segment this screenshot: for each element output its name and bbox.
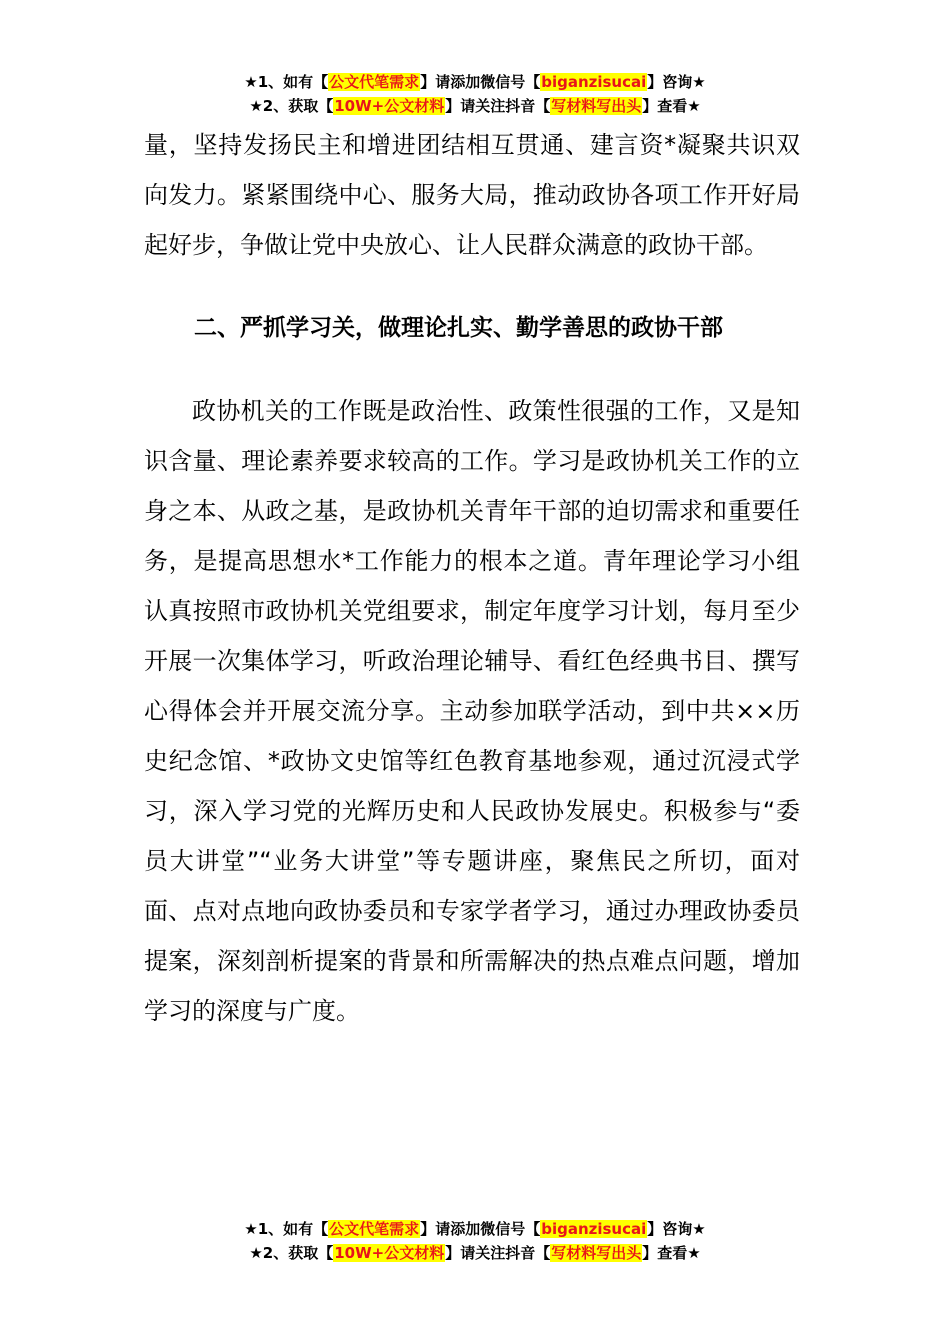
- promo-text: 】请添加微信号【: [420, 1220, 541, 1238]
- promo-highlight-wechat-id: biganzisucai: [541, 1220, 647, 1238]
- promo-text: 】请关注抖音【: [445, 97, 551, 115]
- paragraph: 政协机关的工作既是政治性、政策性很强的工作，又是知识含量、理论素养要求较高的工作。学习是政协机关工作的立身之本、从政之基，是政协机关青年干部的迫切需求和重要任务，是提高思想水*工作能力的根本之道。青年理论学习小组认真按照市政协机关党组要求，制定年度学习计划，每月至少开展一次集体学习，听政治理论辅导、看红色经典书目、撰写心得体会并开展交流分享。主动参加联学活动，到中共××历史纪念馆、*政协文史馆等红色教育基地参观，通过沉浸式学习，深入学习党的光辉历史和人民政协发展史。积极参与“委员大讲堂”“业务大讲堂”等专题讲座，聚焦民之所切，面对面、点对点地向政协委员和专家学者学习，通过办理政协委员提案，深刻剖析提案的背景和所需解决的热点难点问题，增加学习的深度与广度。: [144, 397, 800, 1025]
- promo-text: 】咨询★: [647, 1220, 706, 1238]
- promo-text: 】咨询★: [647, 73, 706, 91]
- promo-highlight: 10W+公文材料: [334, 97, 445, 115]
- promo-line-2: [0, 94, 950, 118]
- header-promo-banner: [0, 70, 950, 118]
- promo-highlight: 公文代笔需求: [329, 73, 420, 91]
- promo-highlight-wechat-id: biganzisucai: [541, 73, 647, 91]
- promo-line-2: [0, 1241, 950, 1265]
- footer-promo-banner: [0, 1217, 950, 1265]
- section-heading: 二、严抓学习关，做理论扎实、勤学善思的政协干部: [194, 315, 723, 341]
- promo-highlight: 公文代笔需求: [329, 1220, 420, 1238]
- promo-text: ★1、如有【: [244, 73, 329, 91]
- promo-text: 】查看★: [642, 1244, 701, 1262]
- promo-highlight-douyin-account: 写材料写出头: [551, 97, 642, 115]
- promo-text: ★2、获取【: [249, 97, 334, 115]
- promo-text: ★2、获取【: [249, 1244, 334, 1262]
- promo-highlight: 10W+公文材料: [334, 1244, 445, 1262]
- promo-text: ★1、如有【: [244, 1220, 329, 1238]
- promo-line-1: [0, 70, 950, 94]
- promo-highlight-douyin-account: 写材料写出头: [551, 1244, 642, 1262]
- promo-text: 】查看★: [642, 97, 701, 115]
- paragraph-continued: 量，坚持发扬民主和增进团结相互贯通、建言资*凝聚共识双向发力。紧紧围绕中心、服务大局，推动政协各项工作开好局起好步，争做让党中央放心、让人民群众满意的政协干部。: [144, 131, 800, 259]
- promo-text: 】请添加微信号【: [420, 73, 541, 91]
- promo-text: 】请关注抖音【: [445, 1244, 551, 1262]
- document-body: [144, 120, 800, 1036]
- promo-line-1: [0, 1217, 950, 1241]
